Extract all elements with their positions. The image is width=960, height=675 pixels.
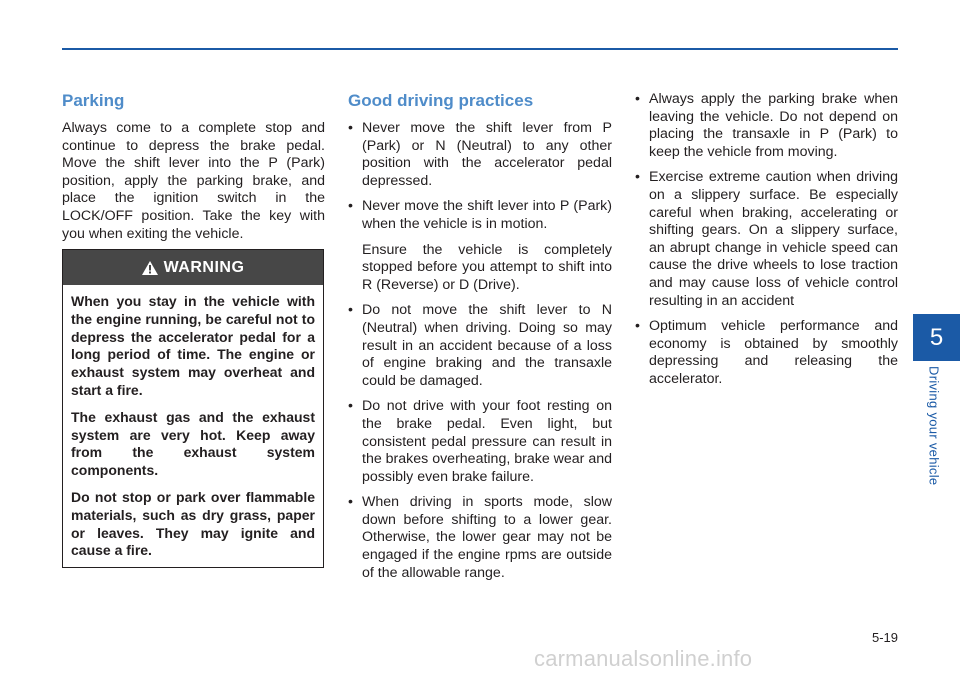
list-item — [635, 318, 898, 388]
bullet: • — [348, 494, 353, 511]
warning-paragraph: The exhaust gas and the exhaust system are very hot. Keep away from the exhaust system components. — [71, 408, 315, 479]
bullet: • — [348, 120, 353, 136]
parking-text: Always come to a complete stop and continue to depress the brake pedal. Move the shift lever into the P (Park) position, apply the parking brake, and place the ignition switch in the LOCK/OFF position. Take the key with you when exiting the vehicle. — [62, 120, 325, 242]
list-item-text: Never move the shift lever from P (Park) or N (Neutral) to any other position with the accelerator pedal depressed. — [362, 120, 612, 189]
warning-header — [63, 250, 323, 285]
top-rule — [62, 48, 898, 50]
page-number: 5-19 — [871, 630, 898, 645]
warning-box — [62, 249, 324, 568]
parking-section — [62, 88, 325, 243]
good-driving-list — [348, 120, 612, 582]
parking-heading: Parking — [62, 91, 125, 110]
warning-triangle-icon — [142, 261, 158, 275]
bullet: • — [635, 91, 640, 107]
warning-paragraph: Do not stop or park over flammable materials, such as dry grass, paper or leaves. They may ignite and cause a fire. — [71, 488, 315, 559]
list-item-text: Always apply the parking brake when leaving the vehicle. Do not depend on placing the transaxle in P (Park) to keep the vehicle from moving. — [649, 91, 898, 160]
list-item-text: Optimum vehicle performance and economy is obtained by smoothly depressing and releasing the accelerator. — [649, 318, 898, 387]
list-item — [348, 198, 612, 294]
good-driving-section — [348, 88, 612, 590]
warning-paragraph: When you stay in the vehicle with the engine running, be careful not to depress the accelerator pedal for a long period of time. The engine or exhaust system may overheat and start a fire. — [71, 293, 315, 398]
good-driving-continued — [635, 91, 898, 397]
good-driving-heading: Good driving practices — [348, 91, 534, 110]
list-item — [348, 302, 612, 390]
list-item — [348, 398, 612, 486]
list-item — [635, 169, 898, 310]
list-item-text: Exercise extreme caution when driving on a slippery surface. Be especially careful when braking, accelerating or shifting gears. On a slippery surface, an abrupt change in vehicle speed can cause the drive wheels to lose traction and may cause loss of vehicle control resulting in an accident — [649, 169, 898, 309]
chapter-title-vertical — [922, 366, 946, 506]
list-item — [348, 120, 612, 190]
bullet: • — [348, 398, 353, 415]
chapter-title: Driving your vehicle — [926, 366, 942, 486]
list-item — [348, 494, 612, 582]
bullet: • — [348, 302, 353, 319]
list-item-text: Never move the shift lever into P (Park) when the vehicle is in motion. — [362, 198, 612, 232]
watermark: carmanualsonline.info — [534, 646, 753, 671]
good-driving-list-continued — [635, 91, 898, 389]
list-item — [635, 91, 898, 161]
list-item-text: Do not drive with your foot resting on the brake pedal. Even light, but consistent pedal pressure can result in the brakes overheating, brake wear and possibly even brake failure. — [362, 398, 613, 485]
bullet: • — [635, 169, 640, 186]
warning-body — [63, 285, 323, 560]
chapter-number-tab: 5 — [913, 314, 960, 361]
bullet: • — [635, 318, 640, 335]
list-item-note: Ensure the vehicle is completely stopped before you attempt to shift into R (Reverse) or D (Drive). — [362, 241, 612, 293]
warning-label: WARNING — [163, 258, 245, 276]
list-item-text: Do not move the shift lever to N (Neutral) when driving. Doing so may result in an accident because of a loss of engine braking and the transaxle could be damaged. — [362, 302, 612, 389]
bullet: • — [348, 198, 353, 215]
list-item-text: When driving in sports mode, slow down before shifting to a lower gear. Otherwise, the lower gear may not be engaged if the engine rpms are outside of the allowable range. — [362, 494, 612, 581]
